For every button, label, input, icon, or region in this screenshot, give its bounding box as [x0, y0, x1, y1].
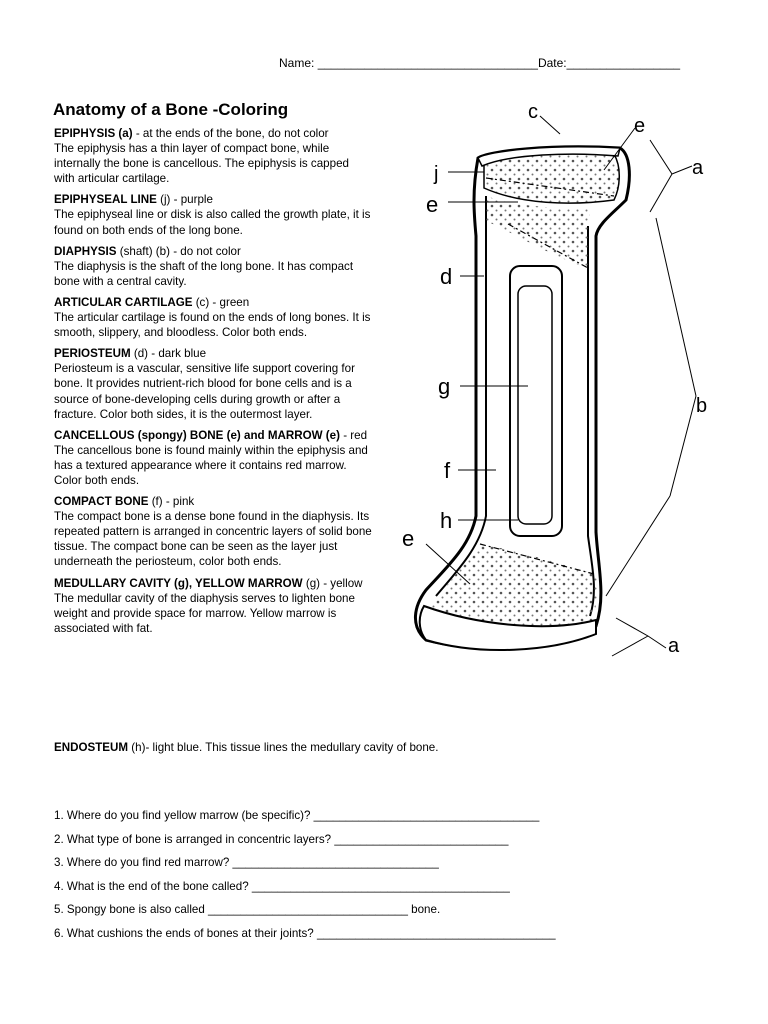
section-diaphysis — [54, 244, 372, 289]
section-heading: COMPACT BONE — [54, 495, 149, 509]
section-epiphyseal-line — [54, 192, 372, 237]
section-compact-bone — [54, 494, 372, 569]
section-body: The medullar cavity of the diaphysis serves to lighten bone weight and provide space for marrow. Yellow marrow is associated with fat. — [54, 591, 355, 635]
label-a-top: a — [692, 157, 704, 179]
section-heading: CANCELLOUS (spongy) BONE (e) and MARROW (e) — [54, 428, 340, 442]
section-epiphysis — [54, 126, 372, 186]
section-color-note: (f) - pink — [148, 495, 195, 509]
section-body: The epiphyseal line or disk is also called the growth plate, it is found on both ends of the long bone. — [54, 208, 371, 237]
label-e-top: e — [634, 115, 646, 137]
label-j: j — [434, 163, 439, 185]
section-medullary-cavity — [54, 576, 372, 636]
name-label: Name: — [279, 56, 315, 70]
section-heading: EPIPHYSEAL LINE — [54, 193, 157, 207]
section-endosteum — [54, 740, 438, 755]
section-heading: DIAPHYSIS — [54, 244, 117, 258]
page-title: Anatomy of a Bone -Coloring — [53, 100, 289, 119]
section-body: The diaphysis is the shaft of the long bone. It has compact bone with a central cavity. — [54, 259, 354, 288]
question-item[interactable]: 5. Spongy bone is also called _______________________________ bone. — [54, 903, 441, 916]
name-blank[interactable]: _________________________________ — [317, 56, 538, 70]
question-item[interactable]: 6. What cushions the ends of bones at their joints? _____________________________________ — [54, 926, 556, 940]
bone-diagram — [400, 96, 730, 676]
section-body: The epiphysis has a thin layer of compact bone, while internally the bone is cancellous. The epiphysis is capped with articular cartilage. — [54, 142, 349, 186]
medullary-cavity-inner — [518, 286, 552, 524]
section-color-note: (d) - dark blue — [130, 347, 207, 361]
section-color-note: - red — [339, 428, 368, 442]
section-heading: ARTICULAR CARTILAGE — [54, 295, 193, 309]
section-color-note: - at the ends of the bone, do not color — [132, 127, 329, 140]
questions-list — [54, 808, 556, 949]
label-c: c — [528, 101, 538, 123]
section-body: Periosteum is a vascular, sensitive life support covering for bone. It provides nutrient-rich blood for bone cells and is a source of bone-developing cells during growth or after a fracture. Color both sides, it is the outermost layer. — [54, 362, 355, 421]
label-b: b — [696, 395, 708, 417]
question-item[interactable]: 3. Where do you find red marrow? ________________________________ — [54, 856, 439, 869]
section-body: The cancellous bone is found mainly within the epiphysis and has a textured appearance where it contains red marrow. Color both ends. — [54, 443, 368, 487]
section-color-note: (shaft) (b) - do not color — [116, 244, 241, 258]
epiphysis-top-spongy — [484, 153, 619, 203]
section-body: The articular cartilage is found on the ends of long bones. It is smooth, slippery, and bloodless. Color both ends. — [54, 311, 371, 340]
label-e-left: e — [426, 192, 439, 217]
label-f: f — [444, 458, 451, 483]
section-heading: ENDOSTEUM — [54, 741, 129, 754]
question-item[interactable]: 2. What type of bone is arranged in concentric layers? ___________________________ — [54, 832, 509, 846]
label-a-bottom: a — [668, 635, 680, 657]
section-cancellous-bone — [54, 428, 372, 488]
section-body: (h)- light blue. This tissue lines the medullary cavity of bone. — [128, 741, 439, 754]
date-blank[interactable]: _________________ — [566, 56, 681, 70]
section-color-note: (g) - yellow — [302, 576, 363, 590]
question-item[interactable]: 1. Where do you find yellow marrow (be specific)? ___________________________________ — [54, 809, 540, 822]
section-articular-cartilage — [54, 295, 372, 340]
section-color-note: (c) - green — [192, 295, 250, 309]
section-periosteum — [54, 346, 372, 421]
section-color-note: (j) - purple — [156, 193, 213, 207]
question-item[interactable]: 4. What is the end of the bone called? ________________________________________ — [54, 879, 510, 893]
section-heading: PERIOSTEUM — [54, 347, 131, 361]
label-d: d — [440, 264, 453, 289]
label-h: h — [440, 508, 453, 533]
label-g: g — [438, 374, 451, 399]
header-line — [279, 56, 719, 70]
section-heading: MEDULLARY CAVITY (g), YELLOW MARROW — [54, 576, 303, 590]
label-e-bottom: e — [402, 526, 415, 551]
section-body: The compact bone is a dense bone found in the diaphysis. Its repeated pattern is arranged in concentric layers of solid bone tissue. The compact bone can be seen as the layer just underneath the periosteum, color both ends. — [54, 510, 372, 569]
sections-list — [54, 126, 372, 642]
date-label: Date: — [537, 56, 567, 70]
section-heading: EPIPHYSIS (a) — [54, 127, 133, 140]
